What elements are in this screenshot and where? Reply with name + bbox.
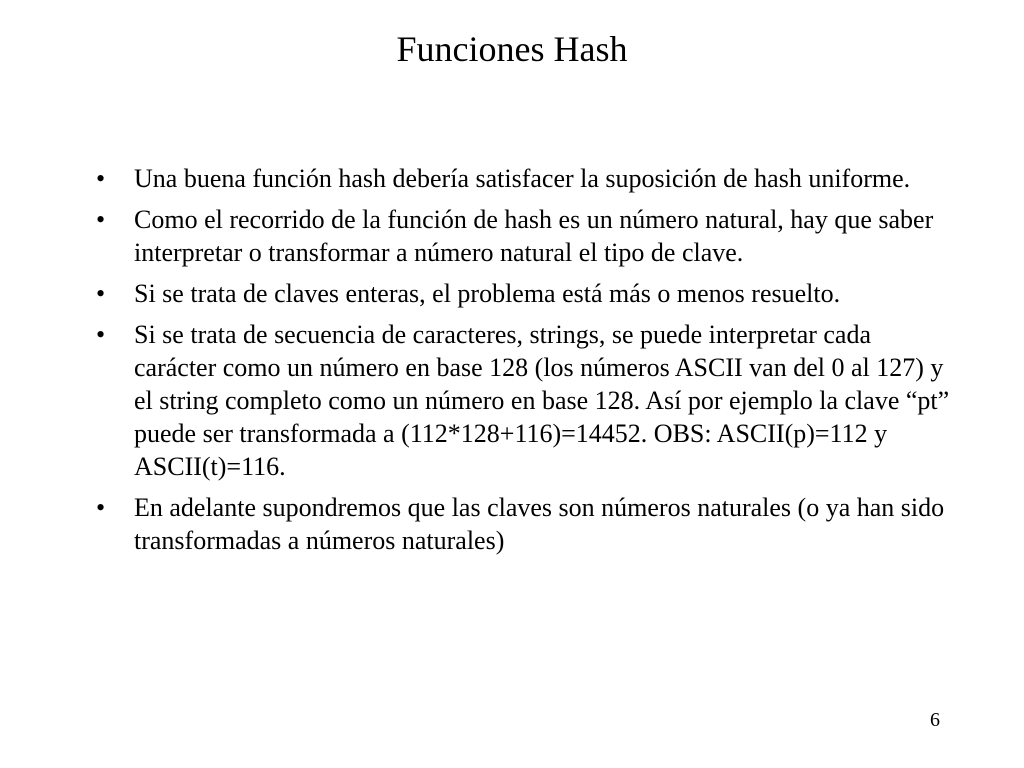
bullet-text: En adelante supondremos que las claves son números naturales (o ya han sido transformadas a números naturales)	[134, 493, 945, 555]
bullet-list	[96, 162, 956, 565]
bullet-text: Como el recorrido de la función de hash es un número natural, hay que saber interpretar o transformar a número natural el tipo de clave.	[134, 205, 934, 267]
slide-title: Funciones Hash	[396, 29, 628, 69]
bullet-point: •	[96, 164, 106, 193]
bullet-item-4	[96, 318, 956, 483]
bullet-item-5	[96, 491, 956, 557]
bullet-point: •	[96, 279, 106, 308]
page-number: 6	[930, 709, 940, 731]
bullet-text: Si se trata de claves enteras, el problema está más o menos resuelto.	[134, 279, 841, 308]
bullet-item-2	[96, 203, 956, 269]
bullet-point: •	[96, 320, 106, 349]
bullet-point: •	[96, 493, 106, 522]
bullet-item-1	[96, 162, 956, 195]
bullet-text: Una buena función hash debería satisfacer la suposición de hash uniforme.	[134, 164, 911, 193]
bullet-item-3	[96, 277, 956, 310]
bullet-point: •	[96, 205, 106, 234]
bullet-text: Si se trata de secuencia de caracteres, strings, se puede interpretar cada carácter como un número en base 128 (los números ASCII van del 0 al 127) y el string completo como un número en base 128. Así por ejemplo la clave “pt” puede ser transformada a (112*128+116)=14452. OBS: ASCII(p)=112 y ASCII(t)=116.	[134, 320, 950, 481]
